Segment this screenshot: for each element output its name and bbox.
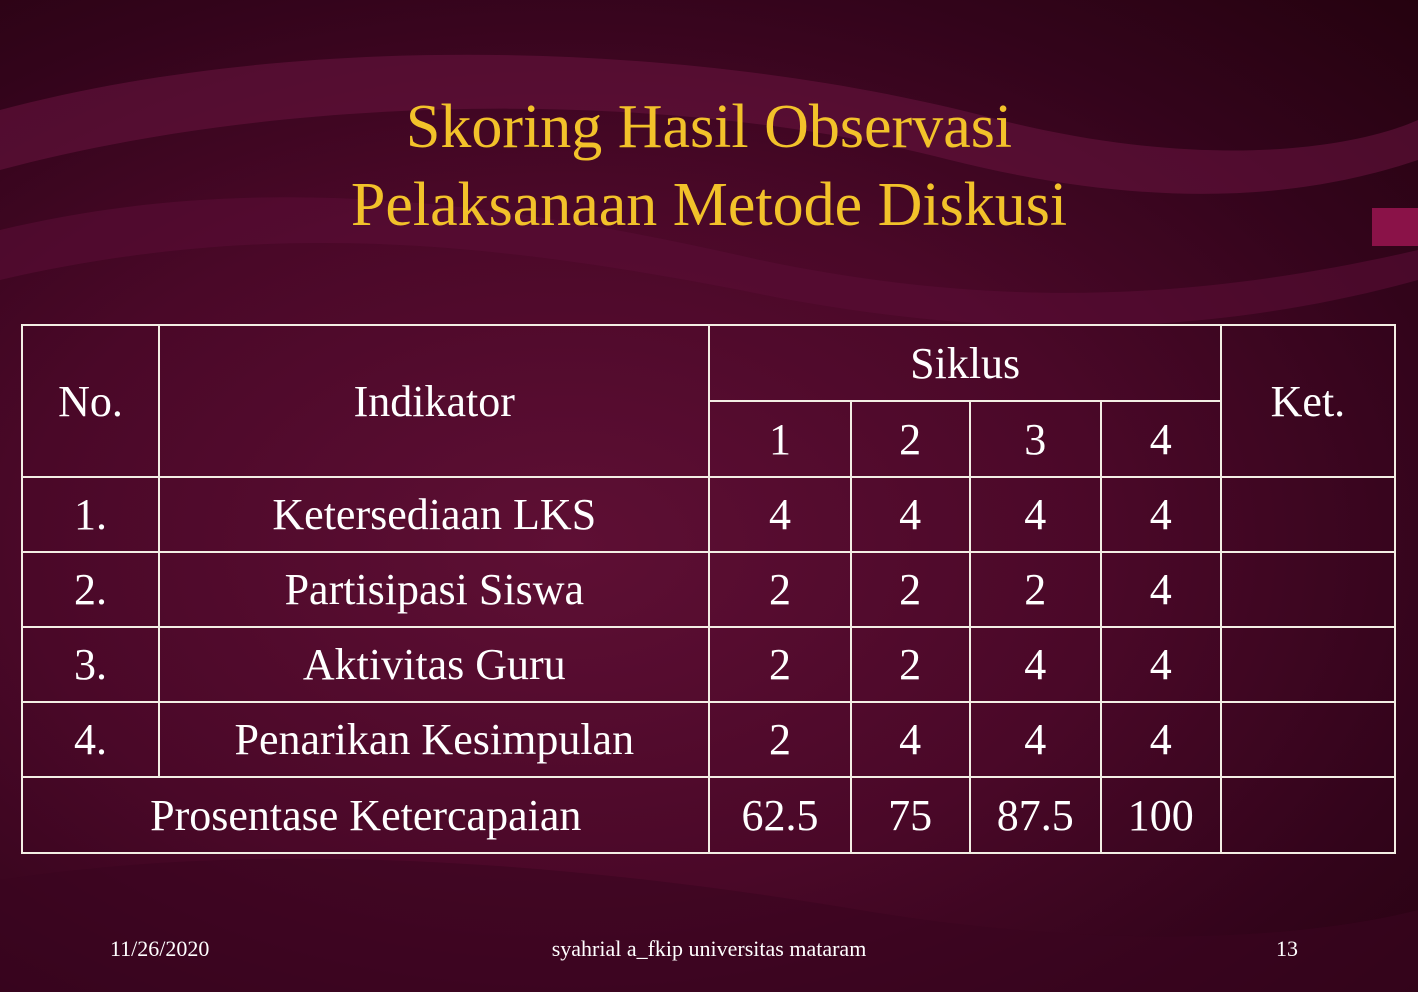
page-number: 13 <box>1276 936 1298 961</box>
score-cell: 4 <box>1101 702 1221 777</box>
row-indikator: Penarikan Kesimpulan <box>159 702 709 777</box>
row-indikator: Aktivitas Guru <box>159 627 709 702</box>
score-cell: 4 <box>1101 552 1221 627</box>
total-cell: 62.5 <box>709 777 850 853</box>
score-cell: 2 <box>709 702 850 777</box>
score-cell: 4 <box>851 702 970 777</box>
score-cell: 4 <box>970 627 1101 702</box>
score-cell: 4 <box>709 477 850 552</box>
score-cell: 2 <box>970 552 1101 627</box>
header-no: No. <box>22 325 159 477</box>
score-cell: 4 <box>1101 477 1221 552</box>
header-cycle-1: 1 <box>709 401 850 477</box>
ket-cell <box>1221 477 1395 552</box>
table-row <box>22 552 1395 627</box>
table-row <box>22 702 1395 777</box>
score-cell: 2 <box>851 552 970 627</box>
scoring-table <box>21 324 1396 854</box>
ket-cell <box>1221 702 1395 777</box>
footer-date: 11/26/2020 <box>110 936 210 961</box>
score-cell: 2 <box>709 627 850 702</box>
slide-title <box>0 88 1418 244</box>
total-label: Prosentase Ketercapaian <box>22 777 709 853</box>
total-ket-cell <box>1221 777 1395 853</box>
ket-cell <box>1221 627 1395 702</box>
header-siklus: Siklus <box>709 325 1220 401</box>
header-cycle-4: 4 <box>1101 401 1221 477</box>
table-row <box>22 477 1395 552</box>
score-cell: 2 <box>709 552 850 627</box>
row-number: 1. <box>22 477 159 552</box>
score-cell: 4 <box>851 477 970 552</box>
footer-author: syahrial a_fkip universitas mataram <box>551 936 867 961</box>
row-number: 2. <box>22 552 159 627</box>
title-line-1: Skoring Hasil Observasi <box>405 93 1013 161</box>
header-cycle-2: 2 <box>851 401 970 477</box>
ket-cell <box>1221 552 1395 627</box>
table-row <box>22 627 1395 702</box>
score-cell: 2 <box>851 627 970 702</box>
row-number: 4. <box>22 702 159 777</box>
header-cycle-3: 3 <box>970 401 1101 477</box>
row-indikator: Partisipasi Siswa <box>159 552 709 627</box>
score-cell: 4 <box>1101 627 1221 702</box>
total-cell: 87.5 <box>970 777 1101 853</box>
total-row <box>22 777 1395 853</box>
score-cell: 4 <box>970 702 1101 777</box>
title-line-2: Pelaksanaan Metode Diskusi <box>350 171 1068 239</box>
header-indikator: Indikator <box>159 325 709 477</box>
score-cell: 4 <box>970 477 1101 552</box>
row-indikator: Ketersediaan LKS <box>159 477 709 552</box>
total-cell: 75 <box>851 777 970 853</box>
total-cell: 100 <box>1101 777 1221 853</box>
header-ket: Ket. <box>1221 325 1395 477</box>
row-number: 3. <box>22 627 159 702</box>
